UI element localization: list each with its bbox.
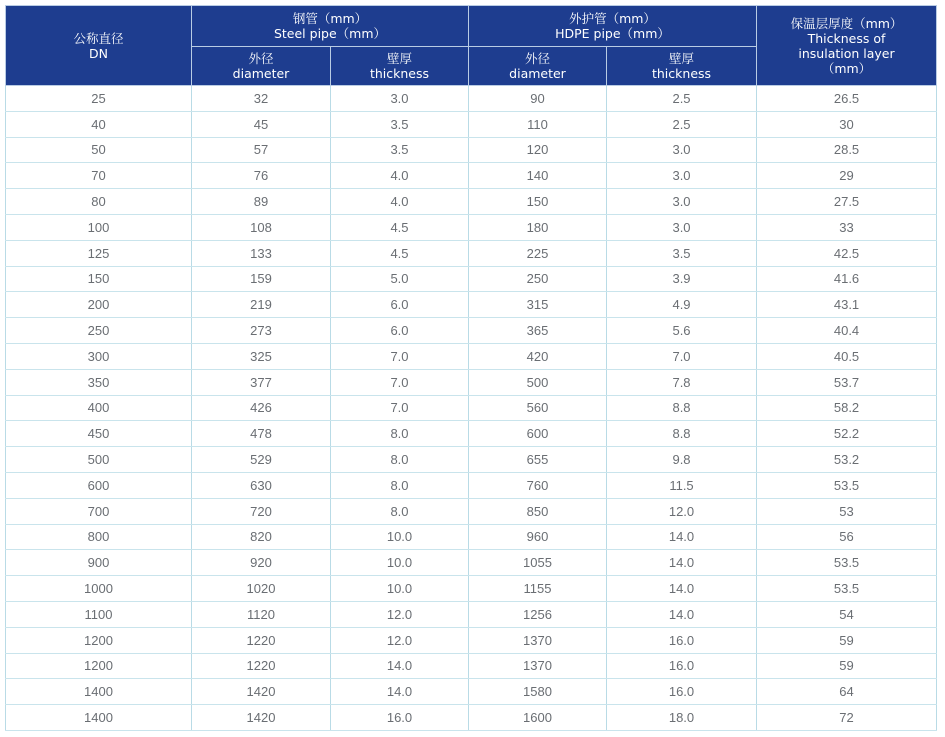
hdpe-thickness-cell: 3.0 [607, 137, 757, 163]
dn-cell: 70 [6, 163, 192, 189]
steel-diameter-cell: 325 [192, 343, 331, 369]
hdpe-thickness-cell: 2.5 [607, 111, 757, 137]
steel-thickness-cell: 12.0 [331, 601, 469, 627]
steel-diameter-cell: 1420 [192, 679, 331, 705]
steel-diameter-cell: 478 [192, 421, 331, 447]
steel-diameter-cell: 426 [192, 395, 331, 421]
insulation-thickness-cell: 40.4 [757, 318, 937, 344]
steel-diameter-cell: 219 [192, 292, 331, 318]
hdpe-diameter-cell: 150 [469, 189, 607, 215]
hdpe-thickness-cell: 14.0 [607, 601, 757, 627]
header-hdpe-en: HDPE pipe（mm） [555, 26, 670, 41]
header-dn [6, 6, 192, 86]
header-steel-thickness [331, 47, 469, 86]
steel-diameter-cell: 820 [192, 524, 331, 550]
header-insulation-cn: 保温层厚度（mm） [790, 15, 903, 31]
steel-thickness-cell: 4.5 [331, 214, 469, 240]
insulation-thickness-cell: 27.5 [757, 189, 937, 215]
table-row [6, 421, 937, 447]
table-row [6, 111, 937, 137]
hdpe-thickness-cell: 14.0 [607, 576, 757, 602]
hdpe-thickness-cell: 3.5 [607, 240, 757, 266]
insulation-thickness-cell: 43.1 [757, 292, 937, 318]
dn-cell: 450 [6, 421, 192, 447]
steel-thickness-cell: 4.0 [331, 189, 469, 215]
hdpe-diameter-cell: 180 [469, 214, 607, 240]
hdpe-thickness-cell: 9.8 [607, 447, 757, 473]
hdpe-thickness-cell: 14.0 [607, 550, 757, 576]
hdpe-thickness-cell: 18.0 [607, 705, 757, 731]
insulation-thickness-cell: 59 [757, 653, 937, 679]
table-row [6, 240, 937, 266]
insulation-thickness-cell: 64 [757, 679, 937, 705]
dn-cell: 125 [6, 240, 192, 266]
header-steel-diameter-en: diameter [232, 66, 290, 81]
table-row [6, 550, 937, 576]
table-row [6, 318, 937, 344]
table-row [6, 601, 937, 627]
dn-cell: 150 [6, 266, 192, 292]
steel-thickness-cell: 8.0 [331, 498, 469, 524]
steel-diameter-cell: 273 [192, 318, 331, 344]
insulation-thickness-cell: 28.5 [757, 137, 937, 163]
hdpe-thickness-cell: 16.0 [607, 627, 757, 653]
header-hdpe-diameter-en: diameter [509, 66, 566, 81]
steel-thickness-cell: 10.0 [331, 550, 469, 576]
steel-thickness-cell: 5.0 [331, 266, 469, 292]
table-body [6, 86, 937, 731]
hdpe-diameter-cell: 110 [469, 111, 607, 137]
table-row [6, 498, 937, 524]
dn-cell: 1200 [6, 627, 192, 653]
insulation-thickness-cell: 53 [757, 498, 937, 524]
steel-diameter-cell: 133 [192, 240, 331, 266]
hdpe-diameter-cell: 1155 [469, 576, 607, 602]
table-row [6, 576, 937, 602]
hdpe-diameter-cell: 655 [469, 447, 607, 473]
header-steel-cn: 钢管（mm） [292, 11, 368, 26]
dn-cell: 1000 [6, 576, 192, 602]
insulation-thickness-cell: 52.2 [757, 421, 937, 447]
insulation-thickness-cell: 54 [757, 601, 937, 627]
steel-diameter-cell: 76 [192, 163, 331, 189]
header-hdpe-cn: 外护管（mm） [569, 11, 656, 26]
hdpe-thickness-cell: 3.0 [607, 214, 757, 240]
dn-cell: 800 [6, 524, 192, 550]
header-insulation [757, 6, 937, 86]
dn-cell: 1400 [6, 679, 192, 705]
steel-diameter-cell: 720 [192, 498, 331, 524]
hdpe-thickness-cell: 3.0 [607, 163, 757, 189]
header-steel-pipe [192, 6, 469, 47]
steel-diameter-cell: 57 [192, 137, 331, 163]
dn-cell: 1100 [6, 601, 192, 627]
hdpe-diameter-cell: 1370 [469, 653, 607, 679]
steel-diameter-cell: 89 [192, 189, 331, 215]
steel-thickness-cell: 16.0 [331, 705, 469, 731]
hdpe-diameter-cell: 315 [469, 292, 607, 318]
steel-thickness-cell: 4.5 [331, 240, 469, 266]
steel-thickness-cell: 3.5 [331, 111, 469, 137]
header-steel-en: Steel pipe（mm） [273, 26, 387, 41]
steel-thickness-cell: 6.0 [331, 318, 469, 344]
hdpe-diameter-cell: 1580 [469, 679, 607, 705]
steel-thickness-cell: 10.0 [331, 576, 469, 602]
dn-cell: 25 [6, 86, 192, 112]
table-row [6, 705, 937, 731]
pipe-spec-table [5, 5, 937, 731]
dn-cell: 400 [6, 395, 192, 421]
steel-thickness-cell: 14.0 [331, 653, 469, 679]
hdpe-thickness-cell: 3.9 [607, 266, 757, 292]
hdpe-diameter-cell: 760 [469, 472, 607, 498]
hdpe-diameter-cell: 225 [469, 240, 607, 266]
hdpe-diameter-cell: 420 [469, 343, 607, 369]
header-steel-thickness-en: thickness [369, 66, 430, 81]
header-hdpe-diameter-cn: 外径 [524, 51, 550, 66]
hdpe-diameter-cell: 140 [469, 163, 607, 189]
steel-thickness-cell: 7.0 [331, 395, 469, 421]
insulation-thickness-cell: 58.2 [757, 395, 937, 421]
hdpe-diameter-cell: 1370 [469, 627, 607, 653]
header-dn-cn: 公称直径 [73, 30, 124, 46]
dn-cell: 250 [6, 318, 192, 344]
dn-cell: 1400 [6, 705, 192, 731]
steel-thickness-cell: 4.0 [331, 163, 469, 189]
table-row [6, 653, 937, 679]
steel-diameter-cell: 1020 [192, 576, 331, 602]
header-insulation-en1: Thickness of [807, 30, 886, 46]
table-row [6, 343, 937, 369]
hdpe-thickness-cell: 2.5 [607, 86, 757, 112]
hdpe-thickness-cell: 3.0 [607, 189, 757, 215]
steel-diameter-cell: 159 [192, 266, 331, 292]
insulation-thickness-cell: 56 [757, 524, 937, 550]
hdpe-diameter-cell: 1256 [469, 601, 607, 627]
dn-cell: 100 [6, 214, 192, 240]
spec-table-container [5, 5, 936, 731]
table-row [6, 86, 937, 112]
hdpe-diameter-cell: 850 [469, 498, 607, 524]
hdpe-diameter-cell: 120 [469, 137, 607, 163]
dn-cell: 600 [6, 472, 192, 498]
dn-cell: 900 [6, 550, 192, 576]
hdpe-diameter-cell: 250 [469, 266, 607, 292]
hdpe-diameter-cell: 90 [469, 86, 607, 112]
dn-cell: 700 [6, 498, 192, 524]
dn-cell: 200 [6, 292, 192, 318]
steel-diameter-cell: 630 [192, 472, 331, 498]
header-hdpe-pipe [469, 6, 757, 47]
table-row [6, 524, 937, 550]
steel-diameter-cell: 1120 [192, 601, 331, 627]
hdpe-thickness-cell: 16.0 [607, 653, 757, 679]
dn-cell: 80 [6, 189, 192, 215]
table-row [6, 447, 937, 473]
steel-thickness-cell: 14.0 [331, 679, 469, 705]
steel-diameter-cell: 377 [192, 369, 331, 395]
table-row [6, 163, 937, 189]
insulation-thickness-cell: 53.2 [757, 447, 937, 473]
table-header [6, 6, 937, 86]
hdpe-thickness-cell: 7.0 [607, 343, 757, 369]
header-insulation-en2: insulation layer [798, 45, 895, 61]
insulation-thickness-cell: 26.5 [757, 86, 937, 112]
hdpe-diameter-cell: 1600 [469, 705, 607, 731]
steel-thickness-cell: 3.5 [331, 137, 469, 163]
steel-thickness-cell: 8.0 [331, 447, 469, 473]
steel-diameter-cell: 1220 [192, 653, 331, 679]
header-steel-thickness-cn: 壁厚 [386, 51, 412, 66]
header-dn-en: DN [89, 45, 108, 61]
table-row [6, 395, 937, 421]
hdpe-diameter-cell: 500 [469, 369, 607, 395]
insulation-thickness-cell: 40.5 [757, 343, 937, 369]
insulation-thickness-cell: 42.5 [757, 240, 937, 266]
hdpe-diameter-cell: 560 [469, 395, 607, 421]
hdpe-thickness-cell: 11.5 [607, 472, 757, 498]
hdpe-thickness-cell: 8.8 [607, 421, 757, 447]
dn-cell: 500 [6, 447, 192, 473]
steel-thickness-cell: 7.0 [331, 343, 469, 369]
table-row [6, 369, 937, 395]
steel-diameter-cell: 1220 [192, 627, 331, 653]
insulation-thickness-cell: 53.7 [757, 369, 937, 395]
steel-diameter-cell: 45 [192, 111, 331, 137]
steel-diameter-cell: 920 [192, 550, 331, 576]
steel-thickness-cell: 10.0 [331, 524, 469, 550]
hdpe-diameter-cell: 960 [469, 524, 607, 550]
insulation-thickness-cell: 53.5 [757, 550, 937, 576]
header-hdpe-thickness-en: thickness [651, 66, 712, 81]
hdpe-thickness-cell: 12.0 [607, 498, 757, 524]
header-steel-diameter-cn: 外径 [248, 51, 274, 66]
steel-thickness-cell: 3.0 [331, 86, 469, 112]
header-hdpe-thickness [607, 47, 757, 86]
table-row [6, 214, 937, 240]
header-insulation-en3: （mm） [821, 60, 872, 76]
insulation-thickness-cell: 30 [757, 111, 937, 137]
table-row [6, 472, 937, 498]
table-row [6, 292, 937, 318]
steel-thickness-cell: 8.0 [331, 472, 469, 498]
table-row [6, 627, 937, 653]
table-row [6, 189, 937, 215]
dn-cell: 350 [6, 369, 192, 395]
steel-diameter-cell: 108 [192, 214, 331, 240]
steel-thickness-cell: 12.0 [331, 627, 469, 653]
hdpe-diameter-cell: 365 [469, 318, 607, 344]
hdpe-thickness-cell: 5.6 [607, 318, 757, 344]
table-row [6, 137, 937, 163]
insulation-thickness-cell: 29 [757, 163, 937, 189]
hdpe-diameter-cell: 600 [469, 421, 607, 447]
dn-cell: 40 [6, 111, 192, 137]
steel-thickness-cell: 8.0 [331, 421, 469, 447]
steel-thickness-cell: 7.0 [331, 369, 469, 395]
dn-cell: 50 [6, 137, 192, 163]
dn-cell: 300 [6, 343, 192, 369]
header-hdpe-diameter [469, 47, 607, 86]
steel-diameter-cell: 1420 [192, 705, 331, 731]
steel-thickness-cell: 6.0 [331, 292, 469, 318]
hdpe-thickness-cell: 7.8 [607, 369, 757, 395]
insulation-thickness-cell: 33 [757, 214, 937, 240]
hdpe-thickness-cell: 4.9 [607, 292, 757, 318]
header-hdpe-thickness-cn: 壁厚 [669, 51, 695, 66]
table-row [6, 266, 937, 292]
insulation-thickness-cell: 53.5 [757, 472, 937, 498]
dn-cell: 1200 [6, 653, 192, 679]
hdpe-thickness-cell: 8.8 [607, 395, 757, 421]
table-row [6, 679, 937, 705]
insulation-thickness-cell: 72 [757, 705, 937, 731]
header-steel-diameter [192, 47, 331, 86]
hdpe-thickness-cell: 16.0 [607, 679, 757, 705]
insulation-thickness-cell: 59 [757, 627, 937, 653]
insulation-thickness-cell: 41.6 [757, 266, 937, 292]
hdpe-diameter-cell: 1055 [469, 550, 607, 576]
steel-diameter-cell: 529 [192, 447, 331, 473]
insulation-thickness-cell: 53.5 [757, 576, 937, 602]
hdpe-thickness-cell: 14.0 [607, 524, 757, 550]
steel-diameter-cell: 32 [192, 86, 331, 112]
